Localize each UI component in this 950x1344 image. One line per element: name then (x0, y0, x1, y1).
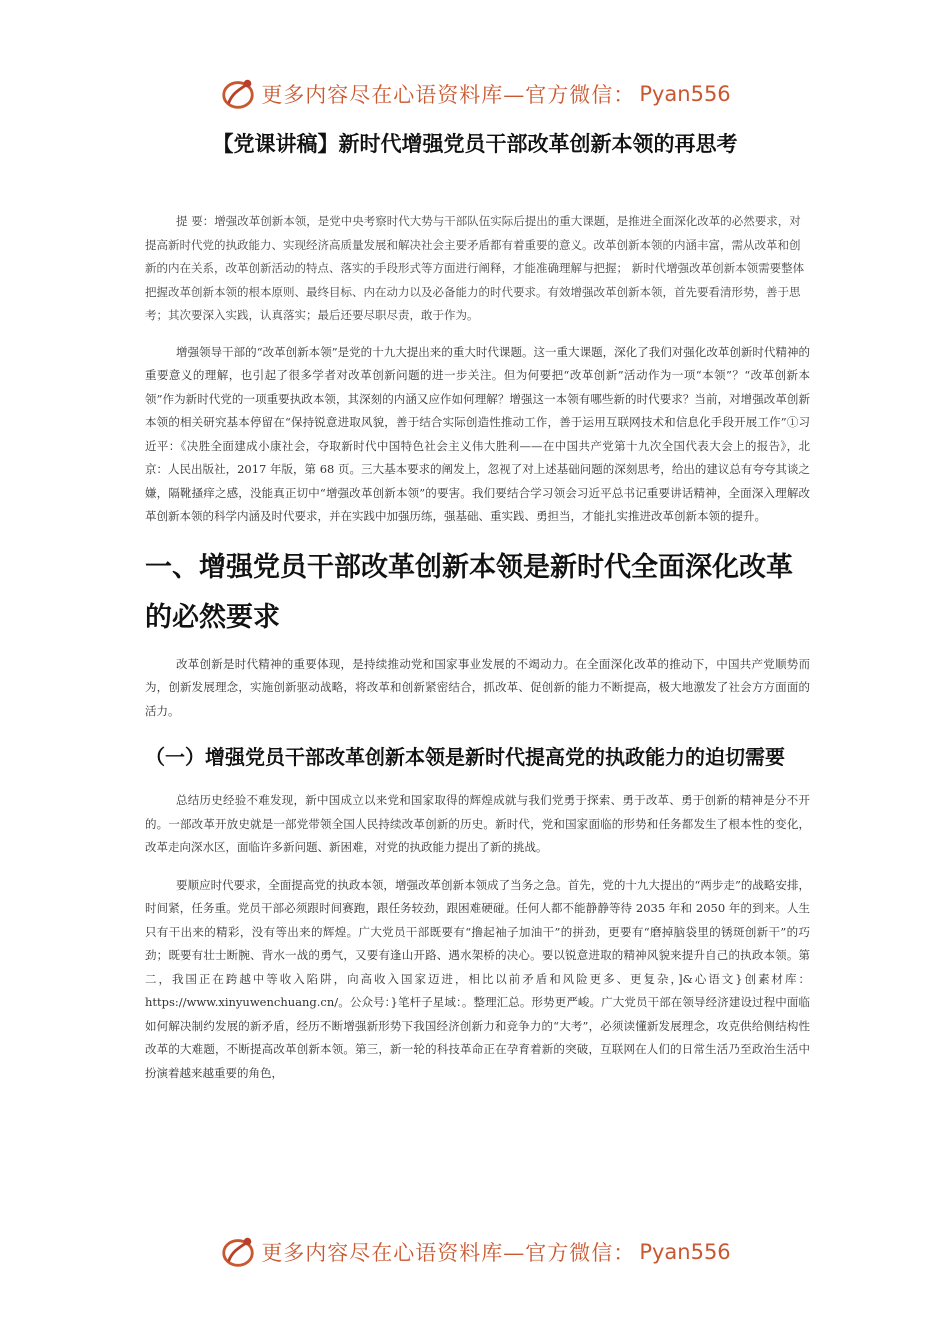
brand-logo-icon (219, 1233, 257, 1271)
footer-watermark (0, 1228, 950, 1276)
watermark-wechat-id: Pyan556 (639, 82, 731, 106)
watermark-brand (219, 75, 730, 113)
subsection-1-paragraph-2: 要顺应时代要求，全面提高党的执政本领，增强改革创新本领成了当务之急。首先，党的十九大提出的“两步走”的战略安排，时间紧，任务重。党员干部必须跟时间赛跑，跟任务较劲，跟困难硬碰。任何人都不能静静等待 2035 年和 2050 年的到来。人生只有干出来的精彩，没有等出来的辉煌。广大党员干部既要有“撸起袖子加油干”的拼劲，更要有“磨掉脑袋里的锈斑创新干”的巧劲；既要有壮士断腕、背水一战的勇气，又要有逢山开路、遇水架桥的决心。要以锐意进取的精神风貌来提升自己的执政本领。第二，我国正在跨越中等收入陷阱，向高收入国家迈进，相比以前矛盾和风险更多、更复杂，]&心语文}创素材库：https://www.xinyuwenchuang.cn/。公众号：}笔杆子星域：。整理汇总。形势更严峻。广大党员干部在领导经济建设过程中面临如何解决制约发展的新矛盾，经历不断增强新形势下我国经济创新力和竞争力的“大考”，必须读懂新发展理念，攻克供给侧结构性改革的大难题，不断提高改革创新本领。第三，新一轮的科技革命正在孕育着新的突破，互联网在人们的日常生活乃至政治生活中扮演着越来越重要的角色， (145, 877, 810, 1080)
watermark-brand-footer (219, 1233, 730, 1271)
document-title: 【党课讲稿】新时代增强党员干部改革创新本领的再思考 (212, 132, 738, 156)
subsection-1-paragraph-1: 总结历史经验不难发现，新中国成立以来党和国家取得的辉煌成就与我们党勇于探索、勇于改革、勇于创新的精神是分不开的。一部改革开放史就是一部党带领全国人民持续改革创新的历史。新时代，党和国家面临的形势和任务都发生了根本性的变化，改革走向深水区，面临许多新问题、新困难，对党的执政能力提出了新的挑战。 (145, 793, 810, 854)
section-1-heading: 一、增强党员干部改革创新本领是新时代全面深化改革的必然要求 (145, 551, 793, 633)
watermark-wechat-id: Pyan556 (639, 1240, 731, 1264)
section-1-paragraph: 改革创新是时代精神的重要体现，是持续推动党和国家事业发展的不竭动力。在全面深化改革的推动下，中国共产党顺势而为，创新发展理念，实施创新驱动战略，将改革和创新紧密结合，抓改革、促创新的能力不断提高，极大地激发了社会方方面面的活力。 (145, 656, 810, 718)
watermark-text: 更多内容尽在心语资料库—官方微信： (261, 83, 636, 107)
document-body (145, 210, 810, 1099)
brand-logo-icon (219, 75, 257, 113)
watermark-text: 更多内容尽在心语资料库—官方微信： (261, 1241, 636, 1265)
subsection-1-heading: （一）增强党员干部改革创新本领是新时代提高党的执政能力的迫切需要 (145, 745, 785, 769)
intro-paragraph: 增强领导干部的“改革创新本领”是党的十九大提出来的重大时代课题。这一重大课题，深化了我们对强化改革创新时代精神的重要意义的理解，也引起了很多学者对改革创新问题的进一步关注。但为何要把“改革创新”活动作为一项“本领”？“改革创新本领”作为新时代党的一项重要执政本领，其深刻的内涵又应作如何理解？增强这一本领有哪些新的时代要求？当前，对增强改革创新本领的相关研究基本停留在“保持锐意进取风貌，善于结合实际创造性推动工作，善于运用互联网技术和信息化手段开展工作”①习近平：《决胜全面建成小康社会，夺取新时代中国特色社会主义伟大胜利——在中国共产党第十九次全国代表大会上的报告》，北京：人民出版社，2017 年版，第 68 页。三大基本要求的阐发上，忽视了对上述基础问题的深刻思考，给出的建议总有夸夸其谈之嫌，隔靴搔痒之感，没能真正切中“增强改革创新本领”的要害。我们要结合学习领会习近平总书记重要讲话精神，全面深入理解改革创新本领的科学内涵及时代要求，并在实践中加强历练，强基础、重实践、勇担当，才能扎实推进改革创新本领的提升。 (145, 344, 810, 523)
header-watermark (0, 70, 950, 118)
abstract-paragraph: 提 要：增强改革创新本领，是党中央考察时代大势与干部队伍实际后提出的重大课题，是推进全面深化改革的必然要求，对提高新时代党的执政能力、实现经济高质量发展和解决社会主要矛盾都有着重要的意义。改革创新本领的内涵丰富，需从改革和创新的内在关系，改革创新活动的特点、落实的手段形式等方面进行阐释，才能准确理解与把握； 新时代增强改革创新本领需要整体把握改革创新本领的根本原则、最终目标、内在动力以及必备能力的时代要求。有效增强改革创新本领，首先要看清形势，善于思考；其次要深入实践，认真落实；最后还要尽职尽责，敢于作为。 (145, 214, 805, 322)
